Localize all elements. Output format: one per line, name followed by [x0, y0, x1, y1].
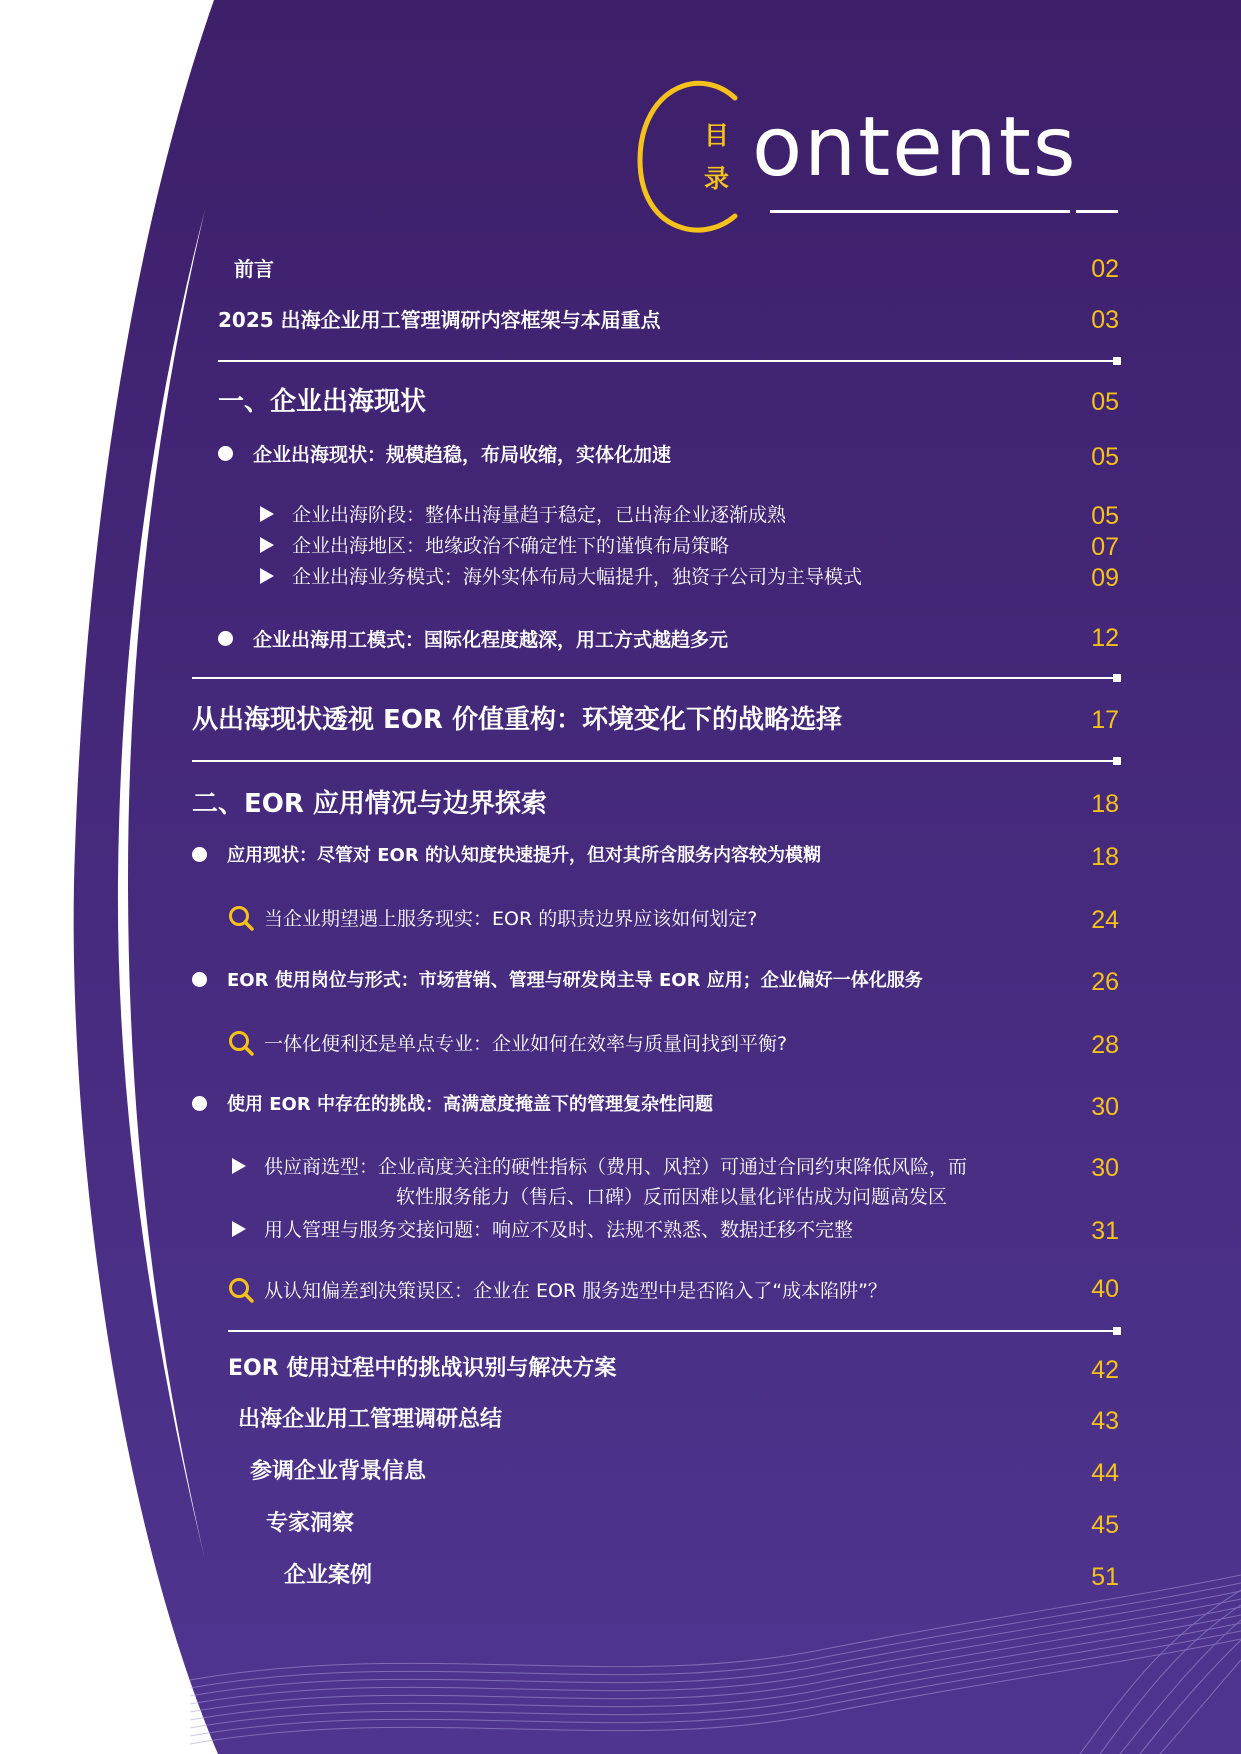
- toc-s1-sub-3[interactable]: 企业出海业务模式：海外实体布局大幅提升，独资子公司为主导模式: [260, 562, 862, 592]
- toc-tail-1[interactable]: EOR 使用过程中的挑战识别与解决方案: [228, 1356, 617, 1381]
- bullet-icon: [192, 1096, 207, 1111]
- toc-s1-sub-1-page: 05: [1091, 502, 1119, 530]
- triangle-bullet-icon: [260, 568, 274, 584]
- toc-s1-item-1[interactable]: 企业出海现状：规模趋稳，布局收缩，实体化加速: [218, 440, 671, 470]
- toc-tail-3[interactable]: 参调企业背景信息: [250, 1459, 427, 1484]
- bullet-icon: [192, 847, 207, 862]
- toc-tail-3-page: 44: [1091, 1459, 1119, 1487]
- toc-s2-sub-1[interactable]: 供应商选型：企业高度关注的硬性指标（费用、风控）可通过合同约束降低风险，而: [232, 1152, 967, 1182]
- toc-tail-5[interactable]: 企业案例: [284, 1563, 373, 1588]
- triangle-bullet-icon: [260, 537, 274, 553]
- divider-4: [228, 1330, 1121, 1332]
- toc-tail-4[interactable]: 专家洞察: [266, 1511, 355, 1536]
- bullet-icon: [192, 972, 207, 987]
- toc-s1-sub-2[interactable]: 企业出海地区：地缘政治不确定性下的谨慎布局策略: [260, 531, 729, 561]
- bullet-icon: [218, 446, 233, 461]
- toc-tail-1-page: 42: [1091, 1356, 1119, 1384]
- triangle-bullet-icon: [232, 1221, 246, 1237]
- toc-s2-item-2-page: 26: [1091, 968, 1119, 996]
- toc-s2-sub-1-line-2: 软性服务能力（售后、口碑）反而因难以量化评估成为问题高发区: [396, 1186, 948, 1208]
- toc-s1-sub-3-page: 09: [1091, 564, 1119, 592]
- magnifier-icon: [228, 1030, 254, 1056]
- toc-s2-item-1[interactable]: 应用现状：尽管对 EOR 的认知度快速提升，但对其所含服务内容较为模糊: [192, 841, 821, 871]
- magnifier-icon: [228, 1277, 254, 1303]
- toc-section-1[interactable]: 一、企业出海现状: [218, 387, 427, 417]
- toc-section-2-page: 18: [1091, 790, 1119, 818]
- divider-2: [192, 677, 1121, 679]
- toc-tail-5-page: 51: [1091, 1563, 1119, 1591]
- bullet-icon: [218, 631, 233, 646]
- toc-feature[interactable]: 从出海现状透视 EOR 价值重构：环境变化下的战略选择: [192, 705, 842, 735]
- toc-section-1-page: 05: [1091, 388, 1119, 416]
- toc-s2-question-2[interactable]: 一体化便利还是单点专业：企业如何在效率与质量间找到平衡?: [228, 1029, 787, 1059]
- title-word: ontents: [752, 100, 1078, 195]
- title-char-lu: 录: [704, 164, 730, 193]
- toc-s2-sub-2-page: 31: [1091, 1217, 1119, 1245]
- toc-s2-item-2[interactable]: EOR 使用岗位与形式：市场营销、管理与研发岗主导 EOR 应用；企业偏好一体化服务: [192, 966, 923, 996]
- toc-s2-question-1-page: 24: [1091, 906, 1119, 934]
- toc-framework-page: 03: [1091, 306, 1119, 334]
- toc-preface[interactable]: 前言: [234, 257, 274, 281]
- toc-tail-2[interactable]: 出海企业用工管理调研总结: [238, 1407, 503, 1432]
- toc-s2-sub-1-page: 30: [1091, 1154, 1119, 1182]
- toc-preface-page: 02: [1091, 255, 1119, 283]
- triangle-bullet-icon: [260, 506, 274, 522]
- toc-s1-sub-2-page: 07: [1091, 533, 1119, 561]
- toc-s1-sub-1[interactable]: 企业出海阶段：整体出海量趋于稳定，已出海企业逐渐成熟: [260, 500, 786, 530]
- triangle-bullet-icon: [232, 1158, 246, 1174]
- title-underline: [770, 210, 1070, 213]
- toc-s1-item-1-page: 05: [1091, 443, 1119, 471]
- divider-3: [192, 760, 1121, 762]
- toc-s1-item-2[interactable]: 企业出海用工模式：国际化程度越深，用工方式越趋多元: [218, 625, 728, 655]
- magnifier-icon: [228, 905, 254, 931]
- toc-s1-item-2-page: 12: [1091, 624, 1119, 652]
- title-char-mu: 目: [704, 121, 730, 150]
- toc-framework[interactable]: 2025 出海企业用工管理调研内容框架与本届重点: [218, 308, 661, 332]
- toc-s2-question-2-page: 28: [1091, 1031, 1119, 1059]
- toc-s2-question-1[interactable]: 当企业期望遇上服务现实：EOR 的职责边界应该如何划定?: [228, 904, 757, 934]
- toc-s2-question-3[interactable]: 从认知偏差到决策误区：企业在 EOR 服务选型中是否陷入了“成本陷阱”？: [228, 1276, 887, 1306]
- toc-feature-page: 17: [1091, 706, 1119, 734]
- toc-s2-question-3-page: 40: [1091, 1275, 1119, 1303]
- toc-tail-2-page: 43: [1091, 1407, 1119, 1435]
- toc-s2-sub-2[interactable]: 用人管理与服务交接问题：响应不及时、法规不熟悉、数据迁移不完整: [232, 1215, 853, 1245]
- toc-s2-item-3-page: 30: [1091, 1093, 1119, 1121]
- divider-1: [218, 360, 1121, 362]
- toc-tail-4-page: 45: [1091, 1511, 1119, 1539]
- toc-s2-item-3[interactable]: 使用 EOR 中存在的挑战：高满意度掩盖下的管理复杂性问题: [192, 1090, 713, 1120]
- toc-s2-item-1-page: 18: [1091, 843, 1119, 871]
- toc-section-2[interactable]: 二、EOR 应用情况与边界探索: [192, 789, 547, 819]
